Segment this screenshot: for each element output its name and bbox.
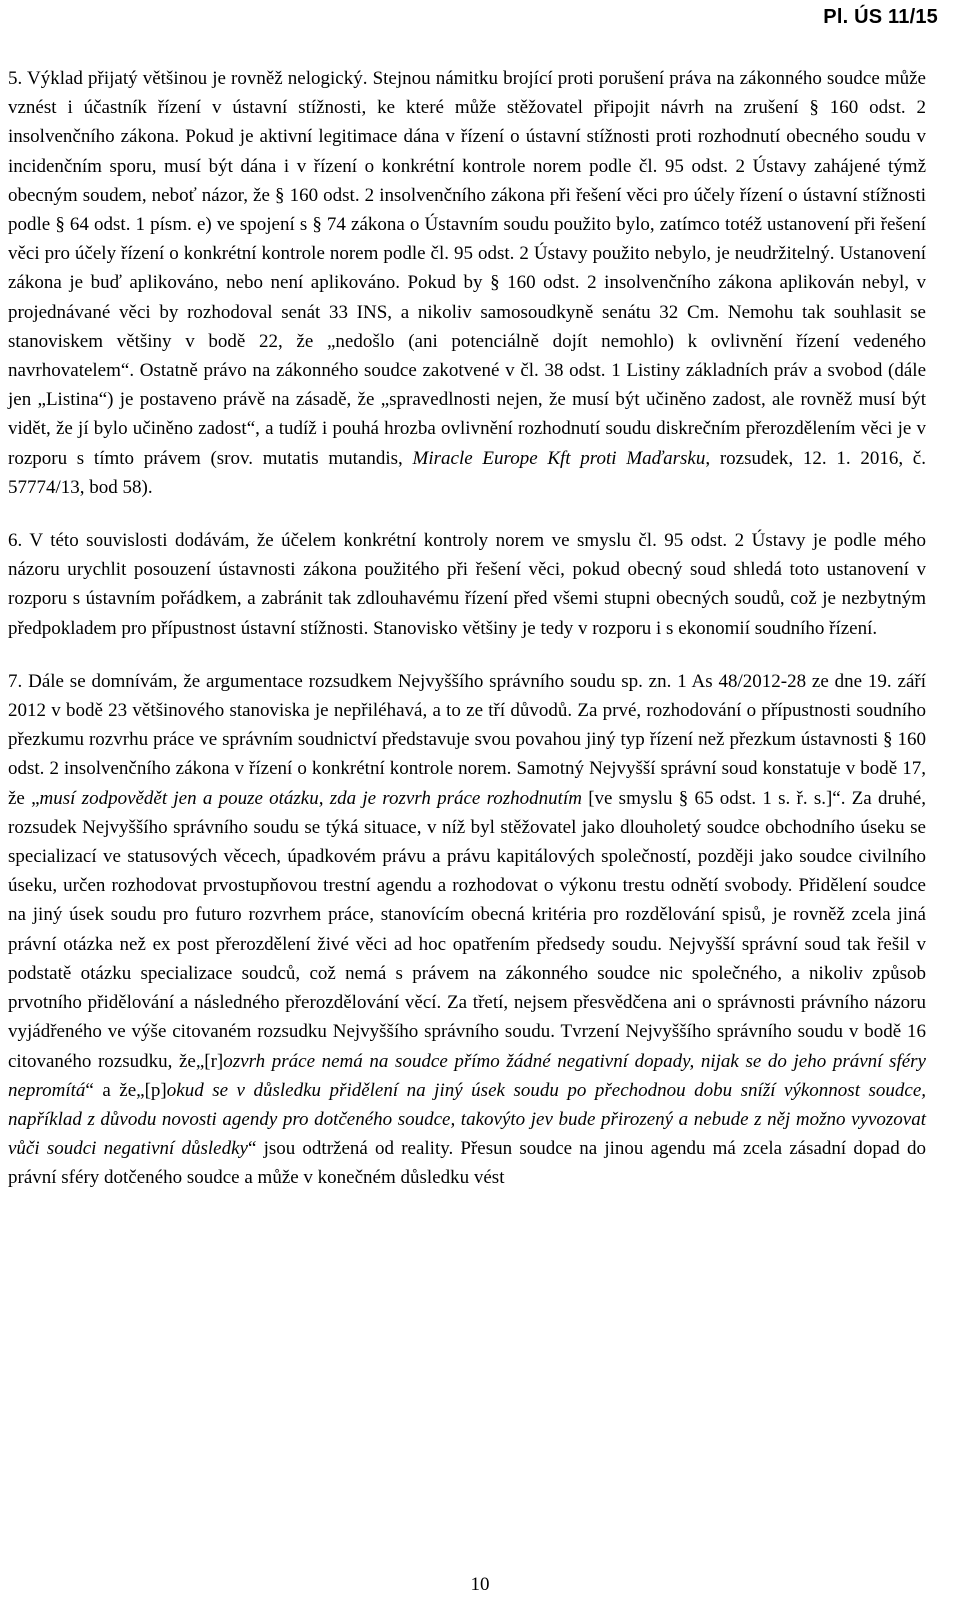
paragraph-5-case-name: Miracle Europe Kft proti Maďarsku bbox=[412, 447, 706, 469]
paragraph-7-quote-3: okud se v důsledku přidělení na jiný úsek soudu po přechodnou dobu sníží výkonnost soudce, například z důvodu novosti agendy pro dotčeného soudce, takovýto jev bude přirozený a nebude z něj možno vyvozovat vůči soudci negativní důsledky bbox=[8, 1079, 927, 1160]
paragraph-7-text-1: 7. Dále se domnívám, že argumentace rozsudkem Nejvyššího správního soudu sp. zn. 1 As 48/2012-28 ze dne 19. září 2012 v bodě 23 většinového stanoviska je nepřiléhavá, a to ze tří důvodů. Za prvé, rozhodování o přípustnosti soudního přezkumu rozvrhu práce ve správním soudnictví představuje svou povahou jiný typ řízení než přezkum ústavnosti § 160 odst. 2 insolvenčního zákona v řízení o konkrétní kontrole norem. Samotný Nejvyšší správní soud konstatuje v bodě 17, že „ bbox=[8, 670, 926, 809]
paragraph-5-tail: , rozsudek, 12. 1. 2016, č. 57774/13, bod 58). bbox=[8, 447, 926, 498]
document-body bbox=[8, 64, 926, 1217]
paragraph-5-text: 5. Výklad přijatý většinou je rovněž nelogický. Stejnou námitku brojící proti porušení práva na zákonného soudce může vznést i účastník řízení v ústavní stížnosti, ke které může stěžovatel připojit návrh na zrušení § 160 odst. 2 insolvenčního zákona. Pokud je aktivní legitimace dána v řízení o ústavní stížnosti proti rozhodnutí obecného soudu v incidenčním sporu, musí být dána i v řízení o konkrétní kontrole norem podle čl. 95 odst. 2 Ústavy zahájené týmž obecným soudem, neboť názor, že § 160 odst. 2 insolvenčního zákona při řešení věci pro účely řízení o ústavní stížnosti podle § 64 odst. 1 písm. e) ve spojení s § 74 zákona o Ústavním soudu použito bylo, zatímco totéž ustanovení při řešení věci pro účely řízení o konkrétní kontrole norem podle čl. 95 odst. 2 Ústavy použito nebylo, je neudržitelný. Ustanovení zákona je buď aplikováno, nebo není aplikováno. Pokud by § 160 odst. 2 insolvenčního zákona aplikován nebyl, v projednávané věci by rozhodoval senát 33 INS, a nikoliv samosoudkyně senátu 32 Cm. Nemohu tak souhlasit se stanoviskem většiny v bodě 22, že „nedošlo (ani potenciálně dojít nemohlo) k ovlivnění řízení vedeného navrhovatelem“. Ostatně právo na zákonného soudce zakotvené v čl. 38 odst. 1 Listiny základních práv a svobod (dále jen „Listina“) je postaveno právě na zásadě, že „spravedlnosti nejen, že musí být učiněno zadost, ale rovněž musí být vidět, že jí bylo učiněno zadost“, a tudíž i pouhá hrozba ovlivnění rozhodnutí soudu diskrečním přerozdělením věci je v rozporu s tímto právem (srov. mutatis mutandis, bbox=[8, 68, 926, 469]
paragraph-7-quote-2: ozvrh práce nemá na soudce přímo žádné negativní dopady, nijak se do jeho právní sféry nepromítá bbox=[8, 1050, 926, 1101]
paragraph-7-text-2: [ve smyslu § 65 odst. 1 s. ř. s.]“. Za druhé, rozsudek Nejvyššího správního soudu se týká situace, v níž byl stěžovatel jako dlouholetý soudce obchodního úseku se specializací ve statusových věcech, úpadkovém právu a právu kapitálových společností, později jako soudce civilního úseku, určen rozhodovat prvostupňovou trestní agendu a rozhodovat o výkonu trestu odnětí svobody. Přidělení soudce na jiný úsek soudu pro futuro rozvrhem práce, stanovícím obecná kritéria pro rozdělování spisů, je rovněž zcela jiná právní otázka než ex post přerozdělení živé věci ad hoc opatřením předsedy soudu. Nejvyšší správní soud tak řešil v podstatě otázku specializace soudců, což nemá s právem na zákonného soudce nic společného, a nikoliv způsob prvotního přidělování a následného přerozdělování věcí. Za třetí, nejsem přesvědčena ani o správnosti právního názoru vyjádřeného ve výše citovaném rozsudku Nejvyššího správního soudu. Tvrzení Nejvyššího správního soudu v bodě 16 citovaného rozsudku, že„[r] bbox=[8, 787, 926, 1072]
page-number: 10 bbox=[470, 1574, 490, 1595]
paragraph-7-quote-1: musí zodpovědět jen a pouze otázku, zda je rozvrh práce rozhodnutím bbox=[39, 787, 582, 809]
paragraph-7-text-4: “ jsou odtržená od reality. Přesun soudce na jinou agendu má zcela zásadní dopad do právní sféry dotčeného soudce a může v konečném důsledku vést bbox=[8, 1138, 926, 1189]
case-reference: Pl. ÚS 11/15 bbox=[823, 6, 938, 28]
paragraph-7 bbox=[8, 667, 926, 1193]
paragraph-7-text-3: “ a že„[p] bbox=[85, 1079, 167, 1101]
paragraph-5 bbox=[8, 64, 926, 502]
paragraph-6: 6. V této souvislosti dodávám, že účelem konkrétní kontroly norem ve smyslu čl. 95 odst. 2 Ústavy je podle mého názoru urychlit posouzení ústavnosti zákona použitého při řešení věci, pokud obecný soud shledá toto ustanovení v rozporu s ústavním pořádkem, a zabránit tak zdlouhavému řízení před všemi stupni obecných soudů, což je nezbytným předpokladem pro přípustnost ústavní stížnosti. Stanovisko většiny je tedy v rozporu i s ekonomií soudního řízení. bbox=[8, 530, 926, 639]
